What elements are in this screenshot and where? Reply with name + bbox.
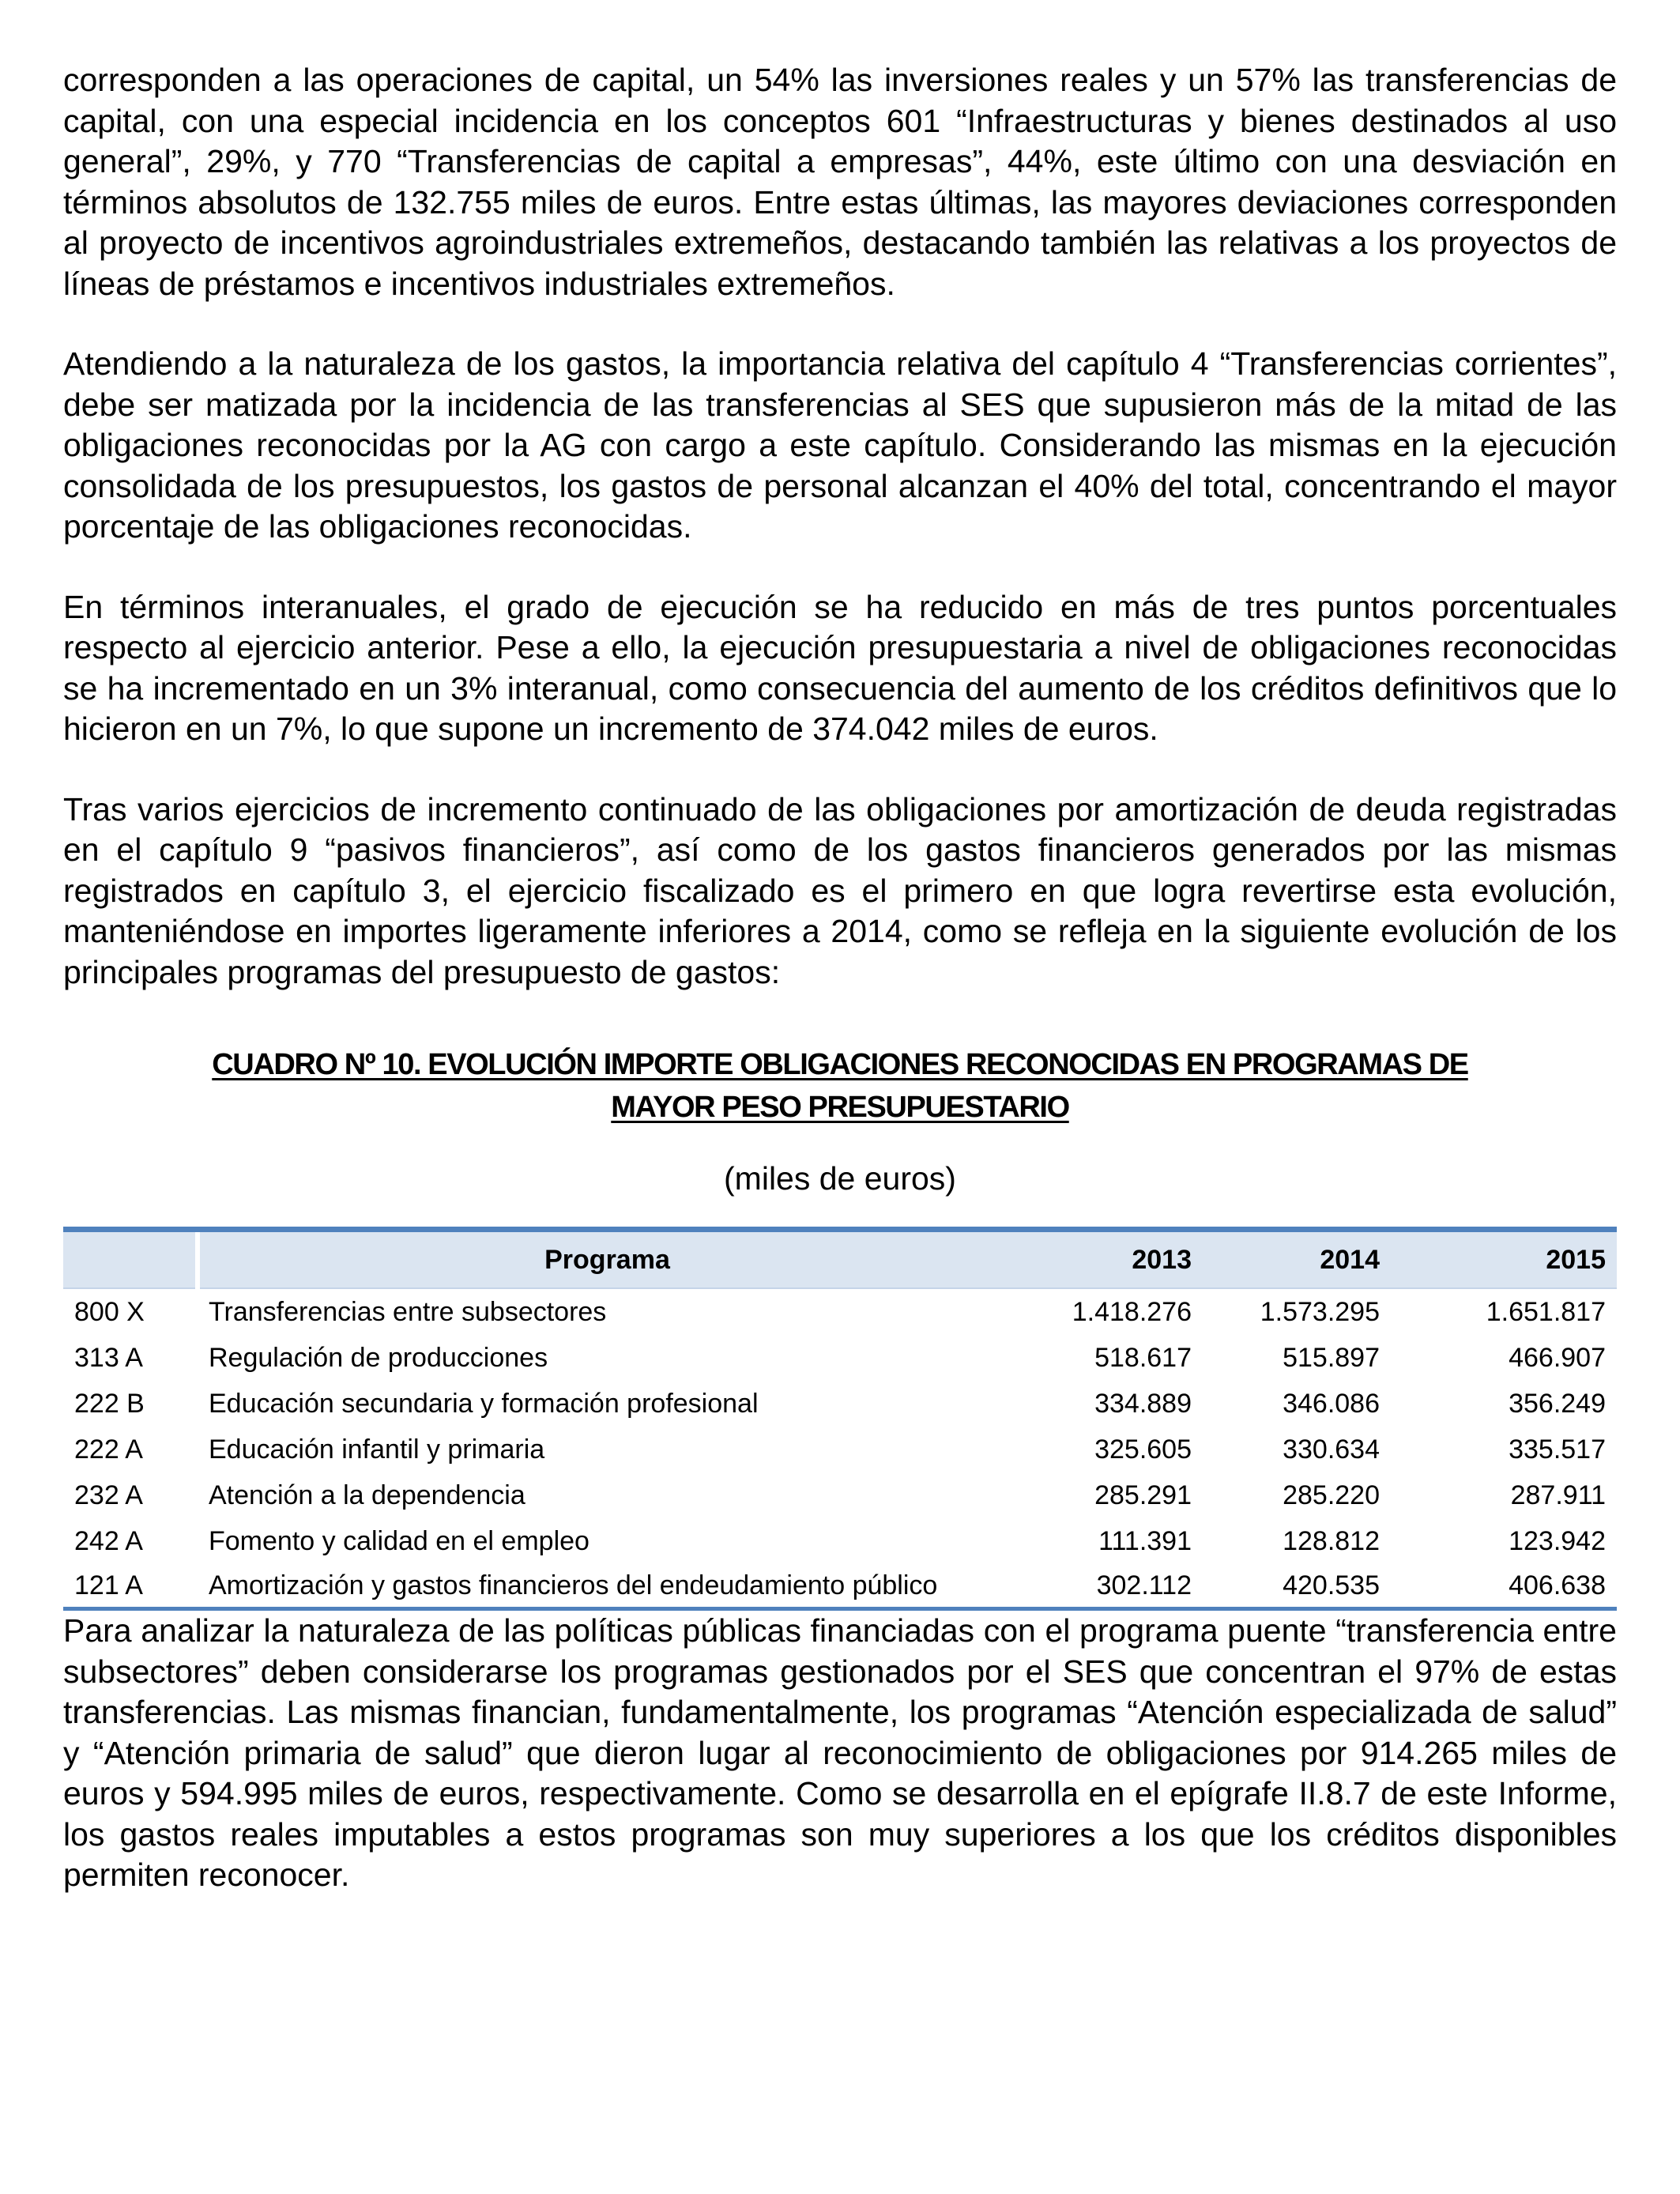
- cell-program: Fomento y calidad en el empleo: [209, 1525, 590, 1556]
- cell-2013: 518.617: [1094, 1342, 1192, 1373]
- table-row: [63, 1288, 1617, 1335]
- cell-program: Transferencias entre subsectores: [209, 1296, 607, 1327]
- cell-2014: 330.634: [1283, 1434, 1380, 1465]
- cell-code: 800 X: [74, 1296, 145, 1327]
- cell-2013: 325.605: [1094, 1434, 1192, 1465]
- table-unit: (miles de euros): [724, 1160, 956, 1197]
- cell-code: 222 B: [74, 1388, 145, 1419]
- table-row: [63, 1335, 1617, 1381]
- header-2013: 2013: [1015, 1230, 1203, 1289]
- cell-program: Educación infantil y primaria: [209, 1434, 545, 1465]
- table-title: [95, 1043, 1585, 1129]
- table-row: [63, 1564, 1617, 1609]
- paragraph-debt-amortization: Tras varios ejercicios de incremento continuado de las obligaciones por amortización de deuda registradas en el capítulo 9 “pasivos financieros”, así como de los gastos financieros generados por las mismas registrados en capítulo 3, el ejercicio fiscalizado es el primero en que logra revertirse esta evolución, manteniéndose en importes ligeramente inferiores a 2014, como se refleja en la siguiente evolución de los principales programas del presupuesto de gastos:: [63, 790, 1617, 990]
- cell-2014: 420.535: [1203, 1564, 1391, 1609]
- cell-2015: 1.651.817: [1486, 1296, 1606, 1327]
- cell-2014: 128.812: [1283, 1525, 1380, 1556]
- header-2015: 2015: [1391, 1230, 1617, 1289]
- paragraph-expense-nature: Atendiendo a la naturaleza de los gastos, la importancia relativa del capítulo 4 “Transferencias corrientes”, debe ser matizada por la incidencia de las transferencias al SES que supusieron más de la mitad de las obligaciones reconocidas por la AG con cargo a este capítulo. Considerando las mismas en la ejecución consolidada de los presupuestos, los gastos de personal alcanzan el 40% del total, concentrando el mayor porcentaje de las obligaciones reconocidas.: [63, 345, 1617, 545]
- cell-code: 313 A: [74, 1342, 143, 1373]
- cell-2015: 466.907: [1509, 1342, 1606, 1373]
- cell-2015: 356.249: [1509, 1388, 1606, 1419]
- cell-code: 242 A: [74, 1525, 143, 1556]
- table-header-row: [63, 1230, 1617, 1289]
- cell-program: Amortización y gastos financieros del endeudamiento público: [198, 1564, 1015, 1609]
- header-2014: 2014: [1203, 1230, 1391, 1289]
- cell-2013: 111.391: [1098, 1525, 1192, 1556]
- cell-2013: 334.889: [1094, 1388, 1192, 1419]
- cell-2015: 335.517: [1509, 1434, 1606, 1465]
- table-row: [63, 1518, 1617, 1564]
- cell-2014: 1.573.295: [1260, 1296, 1380, 1327]
- cell-2014: 346.086: [1283, 1388, 1380, 1419]
- header-code: [63, 1230, 198, 1289]
- cell-program: Regulación de producciones: [209, 1342, 548, 1373]
- table-title-line1: CUADRO Nº 10. EVOLUCIÓN IMPORTE OBLIGACIONES RECONOCIDAS EN PROGRAMAS DE: [212, 1048, 1468, 1081]
- table-title-line2: MAYOR PESO PRESUPUESTARIO: [611, 1091, 1069, 1124]
- cell-code: 232 A: [74, 1480, 143, 1510]
- cell-2015: 123.942: [1509, 1525, 1606, 1556]
- cell-2014: 285.220: [1283, 1480, 1380, 1510]
- cell-program: Educación secundaria y formación profesional: [209, 1388, 759, 1419]
- table-row: [63, 1381, 1617, 1427]
- cell-code: 222 A: [74, 1434, 143, 1465]
- cell-2015: 406.638: [1391, 1564, 1617, 1609]
- paragraph-capital-operations: corresponden a las operaciones de capital, un 54% las inversiones reales y un 57% las transferencias de capital, con una especial incidencia en los conceptos 601 “Infraestructuras y bienes destinados al uso general”, 29%, y 770 “Transferencias de capital a empresas”, 44%, este último con una desviación en términos absolutos de 132.755 miles de euros. Entre estas últimas, las mayores deviaciones corresponden al proyecto de incentivos agroindustriales extremeños, destacando también las relativas a los proyectos de líneas de préstamos e incentivos industriales extremeños.: [63, 62, 1617, 302]
- cell-2014: 515.897: [1283, 1342, 1380, 1373]
- table-row: [63, 1427, 1617, 1472]
- programs-table: [63, 1227, 1617, 1611]
- table-row: [63, 1472, 1617, 1518]
- cell-2013: 302.112: [1015, 1564, 1203, 1609]
- cell-2013: 1.418.276: [1072, 1296, 1192, 1327]
- header-program: Programa: [198, 1230, 1015, 1289]
- cell-2015: 287.911: [1510, 1480, 1606, 1510]
- paragraph-ses-programs: Para analizar la naturaleza de las políticas públicas financiadas con el programa puente “transferencia entre subsectores” deben considerarse los programas gestionados por el SES que concentran el 97% de estas transferencias. Las mismas financian, fundamentalmente, los programas “Atención especializada de salud” y “Atención primaria de salud” que dieron lugar al reconocimiento de obligaciones por 914.265 miles de euros y 594.995 miles de euros, respectivamente. Como se desarrolla en el epígrafe II.8.7 de este Informe, los gastos reales imputables a estos programas son muy superiores a los que los créditos disponibles permiten reconocer.: [63, 1612, 1617, 1893]
- cell-code: 121 A: [63, 1564, 198, 1609]
- cell-program: Atención a la dependencia: [209, 1480, 525, 1510]
- cell-2013: 285.291: [1094, 1480, 1192, 1510]
- paragraph-interannual: En términos interanuales, el grado de ejecución se ha reducido en más de tres puntos porcentuales respecto al ejercicio anterior. Pese a ello, la ejecución presupuestaria a nivel de obligaciones reconocidas se ha incrementado en un 3% interanual, como consecuencia del aumento de los créditos definitivos que lo hicieron en un 7%, lo que supone un incremento de 374.042 miles de euros.: [63, 588, 1617, 747]
